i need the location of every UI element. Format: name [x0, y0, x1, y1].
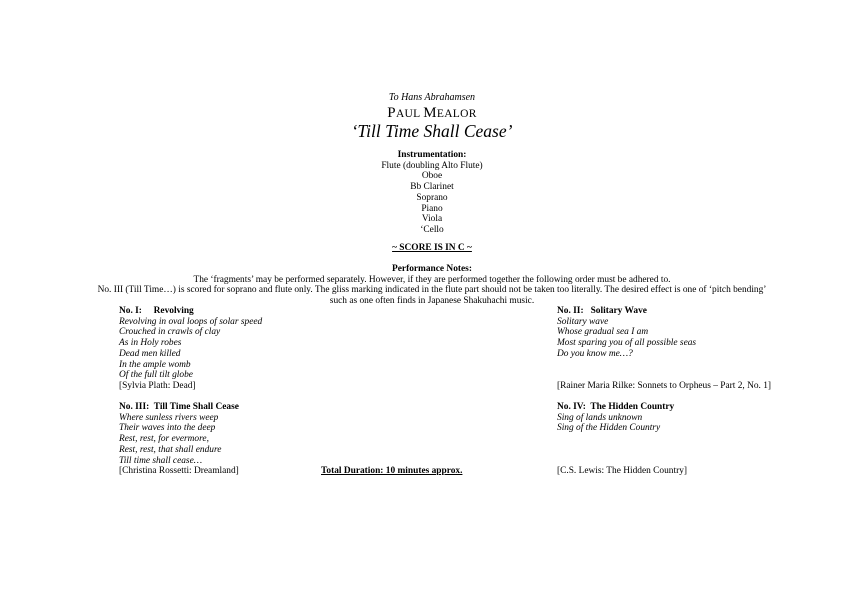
instrumentation-heading: Instrumentation:: [397, 150, 467, 160]
poem-line: Rest, rest, that shall endure: [119, 444, 222, 455]
instrument-item: ‘Cello: [420, 224, 444, 235]
movement-1: [119, 306, 262, 392]
work-title: ‘Till Time Shall Cease’: [351, 121, 513, 141]
poem-line: Till time shall cease…: [119, 455, 203, 466]
poem-line: Whose gradual sea I am: [557, 327, 649, 338]
poem-line: Most sparing you of all possible seas: [557, 338, 697, 349]
composer-name: PAUL MEALOR: [387, 105, 477, 121]
instrument-item: Viola: [421, 214, 443, 225]
total-duration: Total Duration: 10 minutes approx.: [321, 466, 463, 476]
instrument-item: Bb Clarinet: [410, 182, 454, 193]
instrument-item: Oboe: [421, 171, 443, 182]
movement-heading: No. I: Revolving: [119, 306, 194, 316]
score-in-c-note: ~ SCORE IS IN C ~: [392, 243, 472, 253]
instrument-item: Flute (doubling Alto Flute): [381, 160, 483, 171]
poem-line: Where sunless rivers weep: [119, 412, 219, 423]
instrument-item: Soprano: [416, 192, 448, 203]
poem-source: [Sylvia Plath: Dead]: [119, 380, 196, 391]
poem-line: Rest, rest, for evermore,: [119, 434, 209, 445]
movement-2: [557, 306, 771, 392]
poem-source: [Christina Rossetti: Dreamland]: [119, 466, 239, 477]
poem-line: Sing of lands unknown: [557, 412, 643, 423]
performance-notes-heading: Performance Notes:: [392, 264, 472, 274]
poem-source: [C.S. Lewis: The Hidden Country]: [557, 466, 688, 477]
poem-line: In the ample womb: [119, 359, 191, 370]
performance-note-line: No. III (Till Time…) is scored for soprano and flute only. The gliss marking indicated in the flute part should not be taken too literally. The desired effect is one of ‘pitch bending’ such as one often finds in Japanese Shakuhachi music.: [97, 285, 767, 307]
poem-line: Do you know me…?: [557, 348, 633, 359]
poem-source: [Rainer Maria Rilke: Sonnets to Orpheus – Part 2, No. 1]: [557, 380, 772, 391]
poem-line: As in Holy robes: [119, 338, 182, 349]
poem-line: Their waves into the deep: [119, 423, 216, 434]
poem-line: Crouched in crawls of clay: [119, 327, 221, 338]
movement-4: [557, 402, 687, 477]
dedication: To Hans Abrahamsen: [388, 92, 476, 103]
poem-line: Solitary wave: [557, 316, 609, 327]
instrumentation-section: [0, 150, 864, 236]
instrument-item: Piano: [421, 203, 443, 214]
performance-notes-section: [0, 264, 864, 307]
movement-heading: No. III: Till Time Shall Cease: [119, 402, 239, 412]
poem-line: Revolving in oval loops of solar speed: [119, 316, 263, 327]
movement-heading: No. IV: The Hidden Country: [557, 402, 675, 412]
movement-3: [119, 402, 239, 477]
poem-line: Of the full tilt globe: [119, 370, 193, 381]
performance-note-line: The ‘fragments’ may be performed separately. However, if they are performed together the following order must be adhered to.: [193, 274, 671, 285]
poem-line: Dead men killed: [119, 348, 181, 359]
poem-line: Sing of the Hidden Country: [557, 423, 661, 434]
movement-heading: No. II: Solitary Wave: [557, 306, 647, 316]
